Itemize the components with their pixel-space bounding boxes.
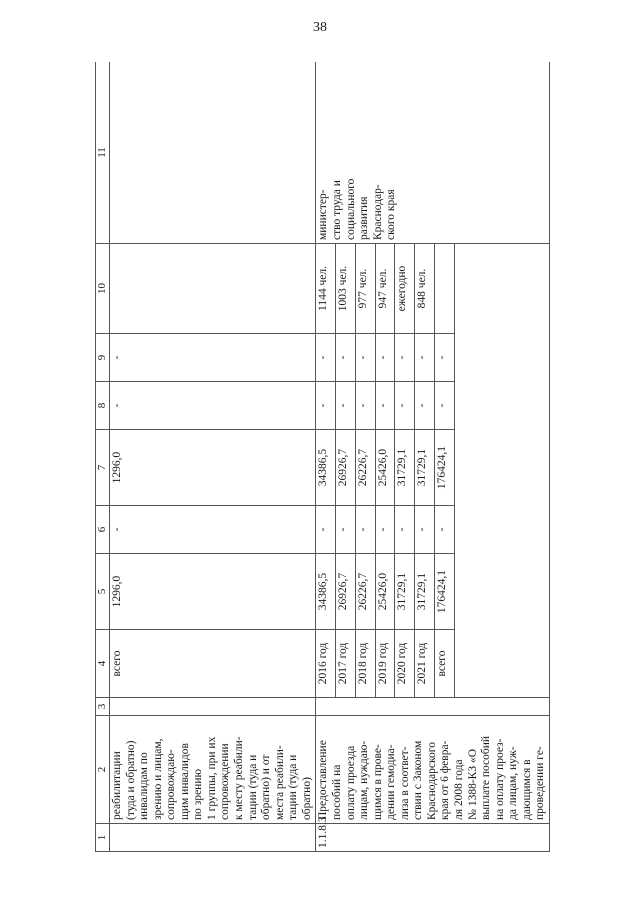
- cell-local: -: [415, 382, 435, 430]
- cell-other: -: [375, 334, 395, 382]
- col-header-7: 7: [96, 430, 110, 506]
- cell-regional: 1296,0: [109, 430, 315, 506]
- cell-description: реабилитации (туда и обратно) инвалидам по зрению и лицам, сопровождаю- щим инвалидов по зрению 1 группы, при их сопровождении к месту реабили- тации (туда и обратно) и от места реабили- тации (туда и обратно): [109, 716, 315, 824]
- cell-total: 31729,1: [415, 554, 435, 630]
- cell-local: -: [434, 382, 454, 430]
- cell-regional: 25426,0: [375, 430, 395, 506]
- col-header-5: 5: [96, 554, 110, 630]
- cell-federal: -: [434, 506, 454, 554]
- col-header-2: 2: [96, 716, 110, 824]
- cell-other: -: [355, 334, 375, 382]
- cell-federal: -: [355, 506, 375, 554]
- cell-period: 2021 год: [415, 630, 435, 698]
- cell-regional: 26226,7: [355, 430, 375, 506]
- cell-total: 25426,0: [375, 554, 395, 630]
- cell-local: -: [395, 382, 415, 430]
- cell-number: [109, 824, 315, 852]
- landscape-page: [95, 62, 579, 852]
- cell-period: 2016 год: [316, 630, 336, 698]
- cell-executor: [109, 62, 315, 244]
- cell-indicator: [434, 244, 454, 334]
- cell-total: 26226,7: [355, 554, 375, 630]
- col-header-3: 3: [96, 698, 110, 716]
- cell-status: [109, 698, 315, 716]
- cell-total: 26926,7: [336, 554, 356, 630]
- cell-total: 31729,1: [395, 554, 415, 630]
- cell-regional: 176424,1: [434, 430, 454, 506]
- cell-local: -: [336, 382, 356, 430]
- cell-federal: -: [415, 506, 435, 554]
- page-number: 38: [313, 20, 327, 35]
- cell-period: 2017 год: [336, 630, 356, 698]
- cell-local: -: [355, 382, 375, 430]
- cell-regional: 34386,5: [316, 430, 336, 506]
- program-table: [95, 62, 550, 852]
- col-header-11: 11: [96, 62, 110, 244]
- col-header-10: 10: [96, 244, 110, 334]
- col-header-1: 1: [96, 824, 110, 852]
- cell-indicator: 848 чел.: [415, 244, 435, 334]
- rotated-table-area: [95, 62, 579, 852]
- cell-local: -: [316, 382, 336, 430]
- cell-federal: -: [316, 506, 336, 554]
- empty-cell: [454, 244, 549, 698]
- col-header-6: 6: [96, 506, 110, 554]
- cell-indicator: ежегодно: [395, 244, 415, 334]
- cell-federal: -: [375, 506, 395, 554]
- col-header-4: 4: [96, 630, 110, 698]
- cell-other: -: [316, 334, 336, 382]
- cell-federal: -: [109, 506, 315, 554]
- cell-federal: -: [336, 506, 356, 554]
- cell-local: -: [109, 382, 315, 430]
- column-number-row: [96, 62, 110, 852]
- cell-regional: 31729,1: [395, 430, 415, 506]
- col-header-8: 8: [96, 382, 110, 430]
- cell-period: 2020 год: [395, 630, 415, 698]
- cell-indicator: 977 чел.: [355, 244, 375, 334]
- table-row: [316, 62, 336, 852]
- cell-total: 176424,1: [434, 554, 454, 630]
- cell-indicator: 947 чел.: [375, 244, 395, 334]
- cell-indicator: 1003 чел.: [336, 244, 356, 334]
- cell-indicator: [109, 244, 315, 334]
- cell-period: 2019 год: [375, 630, 395, 698]
- table-row-previous: [109, 62, 315, 852]
- cell-total: 34386,5: [316, 554, 336, 630]
- cell-period: 2018 год: [355, 630, 375, 698]
- cell-period: всего: [434, 630, 454, 698]
- cell-other: -: [109, 334, 315, 382]
- cell-other: -: [434, 334, 454, 382]
- cell-regional: 31729,1: [415, 430, 435, 506]
- cell-status: [316, 698, 550, 716]
- cell-other: -: [336, 334, 356, 382]
- cell-other: -: [415, 334, 435, 382]
- cell-number: 1.1.8.3: [316, 824, 550, 852]
- cell-executor: министер- ство труда и социального развития Краснодар- ского края: [316, 62, 550, 244]
- cell-other: -: [395, 334, 415, 382]
- cell-period: всего: [109, 630, 315, 698]
- cell-description: Предоставление пособий на оплату проезда лицам, нуждаю- щимся в прове- дении гемодиа- лиза в соответ- ствии с Законом Краснодарского края от 6 февра- ля 2008 года № 1388-КЗ «О выплате пособий на оплату проез- да лицам, нуж- дающимся в проведении ге-: [316, 716, 550, 824]
- cell-federal: -: [395, 506, 415, 554]
- cell-regional: 26926,7: [336, 430, 356, 506]
- cell-indicator: 1144 чел.: [316, 244, 336, 334]
- col-header-9: 9: [96, 334, 110, 382]
- cell-local: -: [375, 382, 395, 430]
- cell-total: 1296,0: [109, 554, 315, 630]
